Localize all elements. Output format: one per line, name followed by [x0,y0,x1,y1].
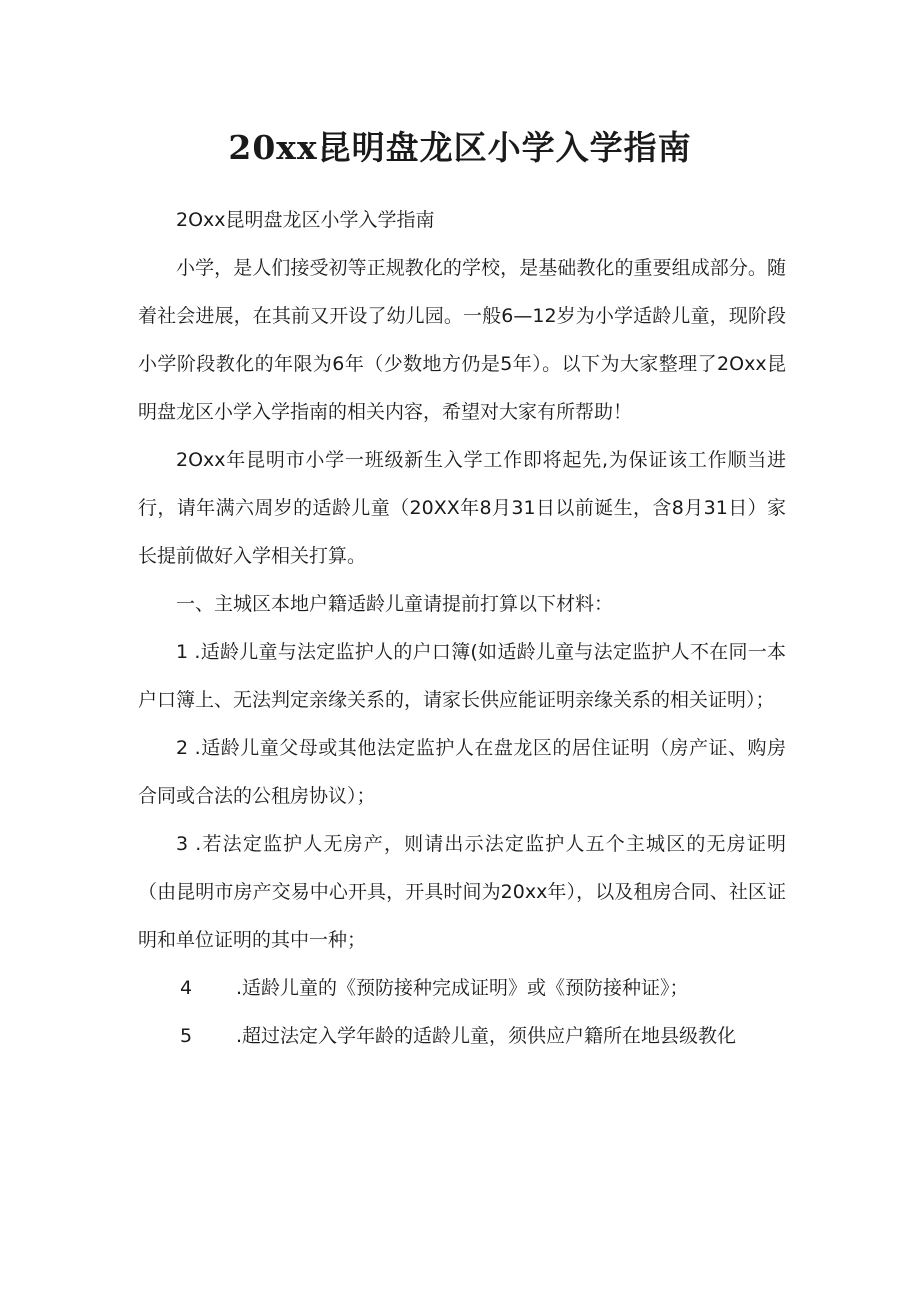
section-heading: 一、主城区本地户籍适龄儿童请提前打算以下材料： [176,593,614,615]
list-item [138,820,786,964]
paragraph-notice: 2Oxx年昆明市小学一班级新生入学工作即将起先,为保证该工作顺当进行，请年满六周岁的适龄儿童（20XX年8月31日以前诞生，含8月31日）家长提前做好入学相关打算。 [138,449,786,567]
list-item-number: 1 [176,641,189,663]
list-item-number: 5 [180,1025,193,1047]
document-body [138,196,786,1060]
list-item-text: .若法定监护人无房产，则请出示法定监护人五个主城区的无房证明（由昆明市房产交易中心开具，开具时间为20xx年），以及租房合同、社区证明和单位证明的其中一种； [138,833,786,951]
list-item [138,964,786,1012]
document-subtitle: 2Oxx昆明盘龙区小学入学指南 [176,209,435,231]
list-item-text: .适龄儿童的《预防接种完成证明》或《预防接种证》； [236,977,689,999]
list-item [138,628,786,724]
list-item [138,724,786,820]
list-item [138,1012,786,1060]
paragraph-intro: 小学，是人们接受初等正规教化的学校，是基础教化的重要组成部分。随着社会进展，在其前又开设了幼儿园。一般6—12岁为小学适龄儿童，现阶段小学阶段教化的年限为6年（少数地方仍是5年）。以下为大家整理了2Oxx昆明盘龙区小学入学指南的相关内容，希望对大家有所帮助！ [138,257,786,423]
list-item-text: .适龄儿童与法定监护人的户口簿(如适龄儿童与法定监护人不在同一本户口簿上、无法判定亲缘关系的，请家长供应能证明亲缘关系的相关证明）； [138,641,786,711]
list-item-number: 4 [180,977,193,999]
list-item-number: 2 [176,737,189,759]
list-item-text: .适龄儿童父母或其他法定监护人在盘龙区的居住证明（房产证、购房合同或合法的公租房协议）； [138,737,787,807]
list-item-number: 3 [176,833,189,855]
list-item-text: .超过法定入学年龄的适龄儿童，须供应户籍所在地县级教化 [236,1025,737,1047]
document-title: 20xx昆明盘龙区小学入学指南 [228,128,692,167]
